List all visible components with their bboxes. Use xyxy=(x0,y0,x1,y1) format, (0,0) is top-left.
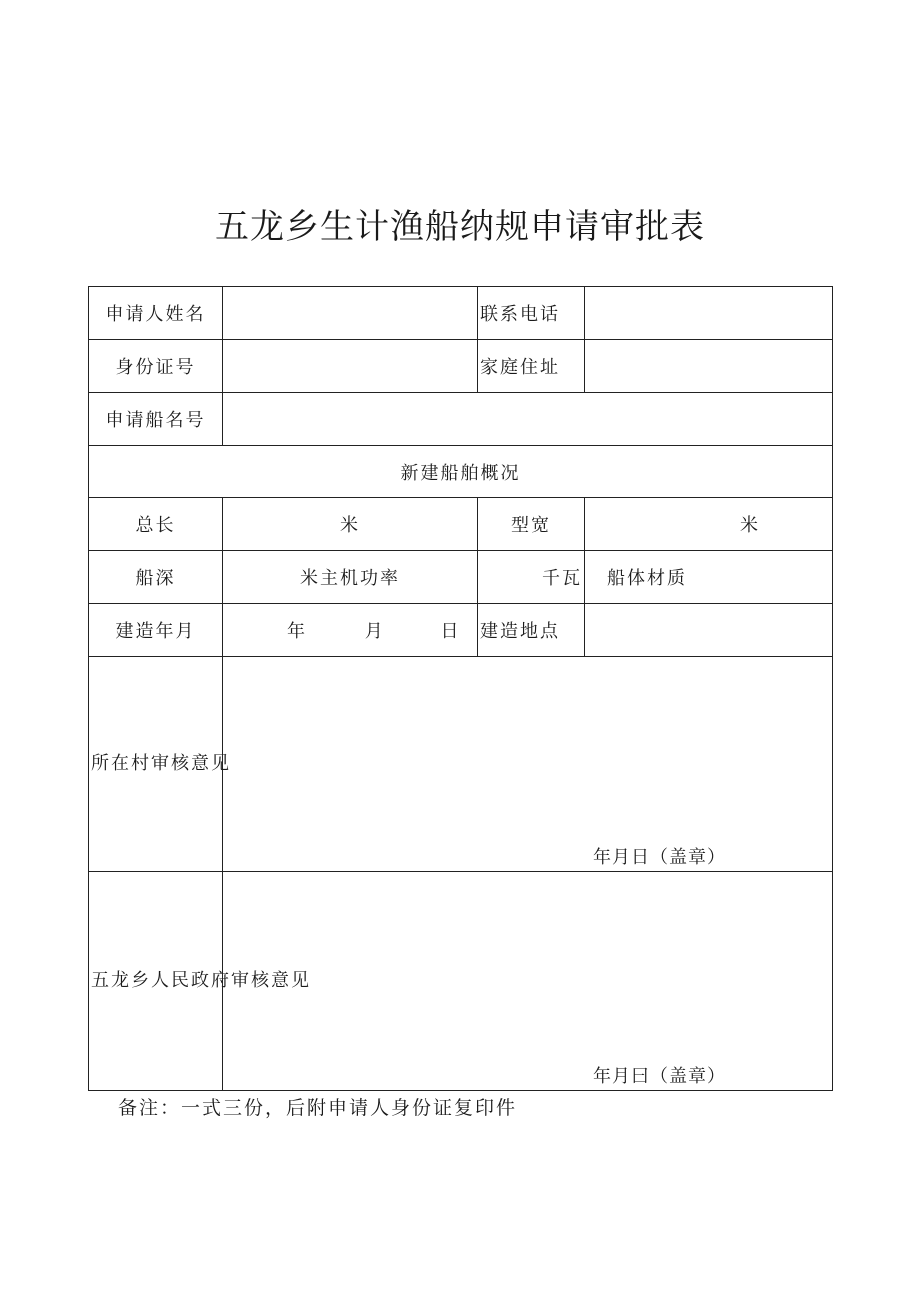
build-date-label: 建造年月 xyxy=(89,604,223,657)
boat-name-label: 申请船名号 xyxy=(89,393,223,446)
id-number-field[interactable] xyxy=(223,340,478,393)
date-day: 日 xyxy=(440,621,461,642)
length-label: 总长 xyxy=(89,498,223,551)
village-stamp-date: 年月日（盖章） xyxy=(593,847,726,868)
date-month: 月 xyxy=(364,621,385,642)
material-cell[interactable] xyxy=(585,551,833,604)
phone-field[interactable] xyxy=(585,287,833,340)
power-unit-cell[interactable] xyxy=(478,551,585,604)
gov-stamp-date: 年月曰（盖章） xyxy=(593,1066,726,1087)
form-row-dimensions xyxy=(89,498,833,551)
page-title: 五龙乡生计渔船纳规申请审批表 xyxy=(215,207,705,247)
width-label: 型宽 xyxy=(478,498,585,551)
form-row-id xyxy=(89,340,833,393)
depth-label: 船深 xyxy=(89,551,223,604)
form-row-build xyxy=(89,604,833,657)
build-place-field[interactable] xyxy=(585,604,833,657)
gov-opinion-field[interactable] xyxy=(223,872,833,1091)
form-row-depth-power xyxy=(89,551,833,604)
depth-power-field[interactable] xyxy=(223,551,478,604)
length-unit: 米 xyxy=(340,515,360,536)
build-date-field[interactable] xyxy=(223,604,478,657)
phone-label: 联系电话 xyxy=(478,287,585,340)
id-number-label: 身份证号 xyxy=(89,340,223,393)
address-field[interactable] xyxy=(585,340,833,393)
form-row-section-header xyxy=(89,446,833,498)
power-unit: 千瓦 xyxy=(542,568,582,589)
form-row-village-opinion xyxy=(89,657,833,872)
village-opinion-field[interactable] xyxy=(223,657,833,872)
width-field[interactable] xyxy=(585,498,833,551)
section-header-new-vessel: 新建船舶概况 xyxy=(89,446,833,498)
form-row-boat-name xyxy=(89,393,833,446)
form-row-applicant xyxy=(89,287,833,340)
form-row-gov-opinion xyxy=(89,872,833,1091)
gov-opinion-label: 五龙乡人民政府审核意见 xyxy=(89,872,223,1091)
applicant-name-label: 申请人姓名 xyxy=(89,287,223,340)
depth-power-text: 米主机功率 xyxy=(300,568,400,589)
address-label: 家庭住址 xyxy=(478,340,585,393)
applicant-name-field[interactable] xyxy=(223,287,478,340)
boat-name-field[interactable] xyxy=(223,393,833,446)
date-year: 年 xyxy=(287,621,307,642)
length-field[interactable] xyxy=(223,498,478,551)
width-unit: 米 xyxy=(740,515,760,536)
application-form-table xyxy=(88,286,833,1091)
build-place-label: 建造地点 xyxy=(478,604,585,657)
village-opinion-label: 所在村审核意见 xyxy=(89,657,223,872)
material-label: 船体材质 xyxy=(607,568,687,589)
footnote: 备注：一式三份，后附申请人身份证复印件 xyxy=(118,1097,518,1119)
